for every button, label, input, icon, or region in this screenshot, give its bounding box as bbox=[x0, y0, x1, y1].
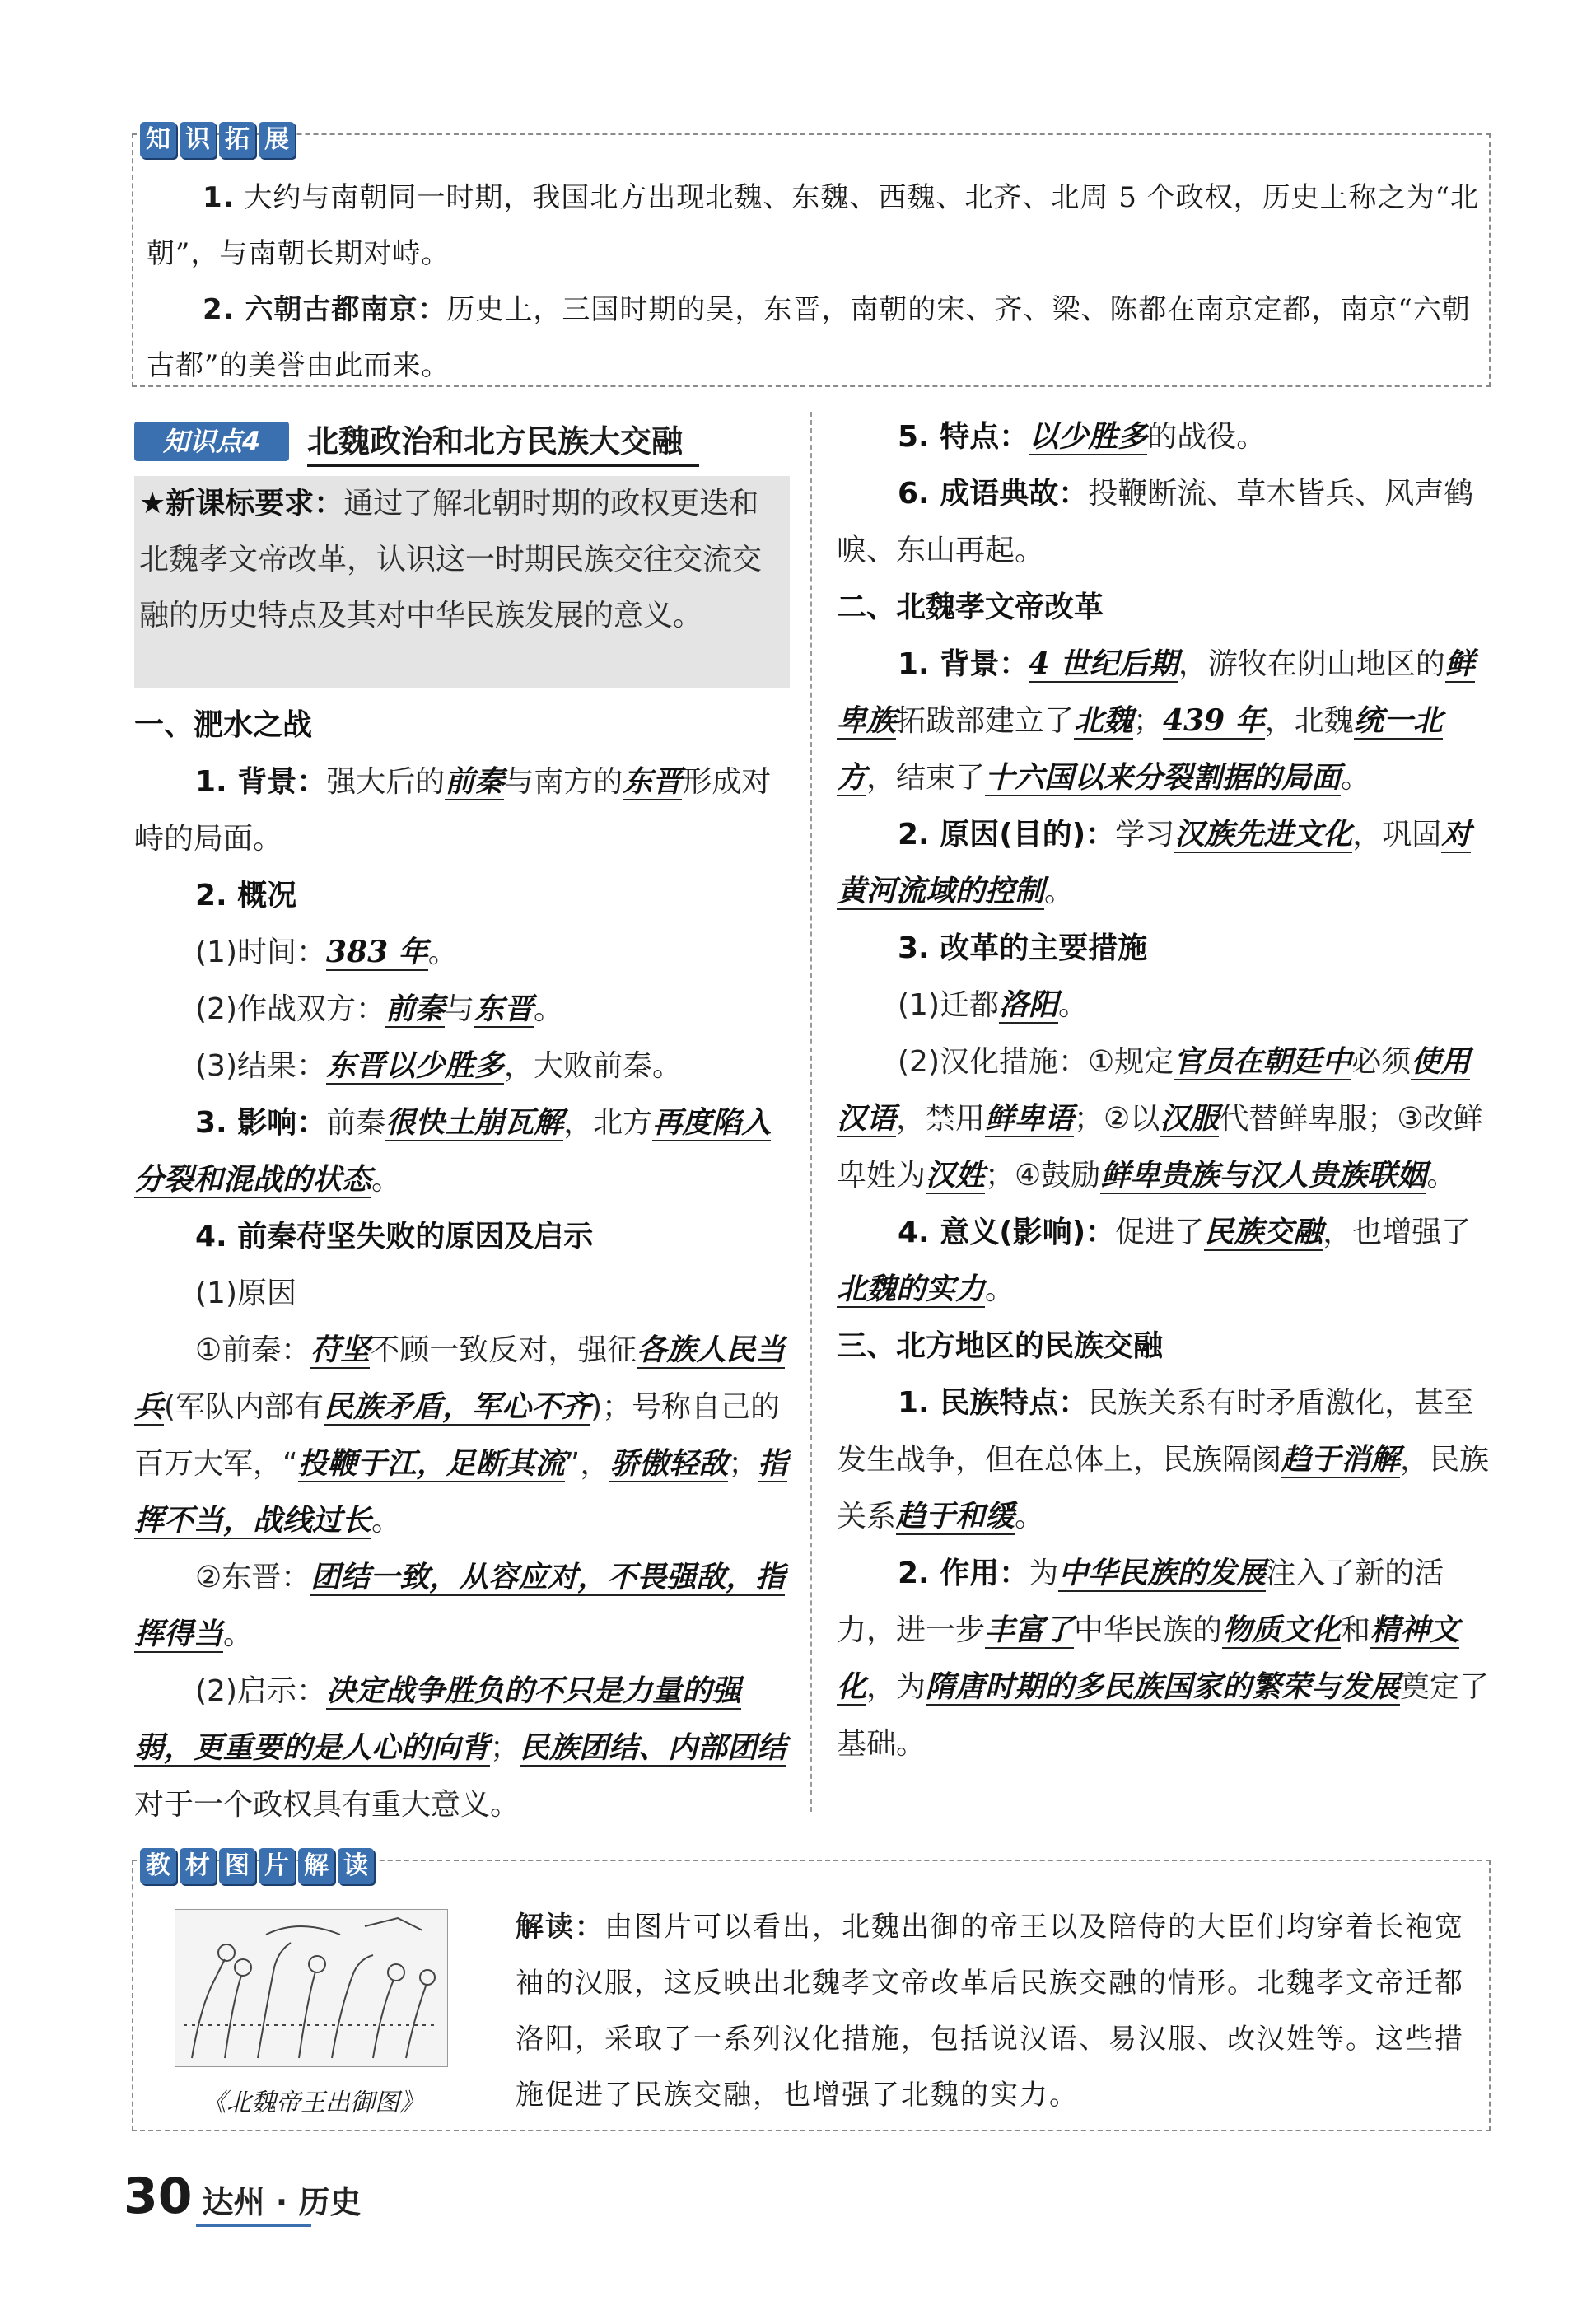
tag-char: 解 bbox=[298, 1848, 334, 1884]
time: (1)时间：383 年。 bbox=[195, 935, 458, 969]
picture-interpretation: 解读：由图片可以看出，北魏出御的帝王以及陪侍的大臣们均穿着长袍宽袖的汉服，这反映出北魏孝文帝改革后民族交融的情形。北魏孝文帝迁都洛阳，采取了一系列汉化措施，包括说汉语、易汉服、改汉姓等。这些措施促进了民族交融，也增强了北魏的实力。 bbox=[516, 1911, 1464, 2112]
measure-sinicization: (2)汉化措施：①规定官员在朝廷中必须使用汉语，禁用鲜卑语；②以汉服代替鲜卑服；③改鲜卑姓为汉姓；④鼓励鲜卑贵族与汉人贵族联姻。 bbox=[837, 1044, 1483, 1193]
battle-feature: 5. 特点：以少胜多的战役。 bbox=[898, 419, 1267, 454]
book-label: 达州 · 历史 bbox=[202, 2184, 362, 2220]
heading-fusion: 三、北方地区的民族交融 bbox=[837, 1329, 1164, 1363]
tag-char: 教 bbox=[140, 1848, 176, 1884]
right-column bbox=[837, 408, 1496, 1772]
fusion-role: 2. 作用：为中华民族的发展注入了新的活力，进一步丰富了中华民族的物质文化和精神文化，为隋唐时期的多民族国家的繁荣与发展奠定了基础。 bbox=[837, 1556, 1490, 1761]
extension-item-1: 1. 大约与南朝同一时期，我国北方出现北魏、东魏、西魏、北齐、北周 5 个政权，历史上称之为“北朝”，与南朝长期对峙。 bbox=[147, 181, 1480, 270]
figure-caption: 《北魏帝王出御图》 bbox=[202, 2089, 424, 2117]
section-title: 北魏政治和北方民族大交融 bbox=[307, 418, 699, 467]
procession-illustration-drawing bbox=[175, 1910, 447, 2066]
tag-char: 拓 bbox=[219, 122, 255, 158]
sides: (2)作战双方：前秦与东晋。 bbox=[195, 992, 564, 1026]
reform-background: 1. 背景：4 世纪后期，游牧在阴山地区的鲜卑族拓跋部建立了北魏；439 年，北魏统一北方，结束了十六国以来分裂割据的局面。 bbox=[837, 646, 1475, 795]
reform-reason: 2. 原因(目的)：学习汉族先进文化，巩固对黄河流域的控制。 bbox=[837, 817, 1472, 908]
measures-heading: 3. 改革的主要措施 bbox=[898, 931, 1148, 965]
heading-feishui: 一、淝水之战 bbox=[134, 708, 313, 742]
measure-capital: (1)迁都洛阳。 bbox=[898, 987, 1089, 1022]
tag-char: 图 bbox=[219, 1848, 255, 1884]
heading-reform: 二、北魏孝文帝改革 bbox=[837, 590, 1104, 624]
idioms: 6. 成语典故：投鞭断流、草木皆兵、风声鹤唳、东山再起。 bbox=[837, 477, 1474, 567]
ethnic-feature: 1. 民族特点：民族关系有时矛盾激化，甚至发生战争，但在总体上，民族隔阂趋于消解，民族关系趋于和缓。 bbox=[837, 1386, 1490, 1533]
tag-char: 片 bbox=[259, 1848, 295, 1884]
tag-char: 材 bbox=[180, 1848, 216, 1884]
tag-char: 识 bbox=[180, 122, 216, 158]
curriculum-requirement: ★新课标要求：通过了解北朝时期的政权更迭和北魏孝文帝改革，认识这一时期民族交往交流交融的历史特点及其对中华民族发展的意义。 bbox=[134, 476, 790, 688]
tag-char: 知 bbox=[140, 122, 176, 158]
picture-reading-tag bbox=[140, 1848, 374, 1884]
section-header bbox=[134, 418, 785, 466]
reform-meaning: 4. 意义(影响)：促进了民族交融，也增强了北魏的实力。 bbox=[837, 1215, 1472, 1306]
inspiration: (2)启示：决定战争胜负的不只是力量的强弱，更重要的是人心的向背；民族团结、内部团结对于一个政权具有重大意义。 bbox=[134, 1673, 787, 1822]
knowledge-extension-tag bbox=[140, 122, 295, 158]
knowledge-extension-text bbox=[147, 170, 1481, 394]
tag-char: 展 bbox=[259, 122, 295, 158]
overview-heading: 2. 概况 bbox=[195, 879, 297, 912]
knowledge-point-badge: 知识点4 bbox=[134, 422, 289, 461]
footer-underline bbox=[196, 2224, 311, 2227]
procession-illustration bbox=[175, 1909, 448, 2067]
page-number: 30 bbox=[124, 2168, 193, 2225]
failure-heading: 4. 前秦苻坚失败的原因及启示 bbox=[195, 1220, 594, 1253]
result: (3)结果：东晋以少胜多，大败前秦。 bbox=[195, 1048, 683, 1083]
left-column bbox=[134, 697, 793, 1833]
cause-jin: ②东晋：团结一致，从容应对，不畏强敌，指挥得当。 bbox=[134, 1560, 786, 1651]
tag-char: 读 bbox=[338, 1848, 374, 1884]
page-footer bbox=[124, 2168, 361, 2225]
effect: 3. 影响：前秦很快土崩瓦解，北方再度陷入分裂和混战的状态。 bbox=[134, 1105, 772, 1197]
cause-heading: (1)原因 bbox=[195, 1277, 296, 1310]
background: 1. 背景：强大后的前秦与南方的东晋形成对峙的局面。 bbox=[134, 764, 772, 856]
column-divider bbox=[810, 412, 812, 1812]
cause-qin: ①前秦：苻坚不顾一致反对，强征各族人民当兵(军队内部有民族矛盾，军心不齐)；号称自己的百万大军，“投鞭于江，足断其流”，骄傲轻敌；指挥不当，战线过长。 bbox=[134, 1333, 788, 1538]
extension-item-2: 2. 六朝古都南京：历史上，三国时期的吴，东晋，南朝的宋、齐、梁、陈都在南京定都，南京“六朝古都”的美誉由此而来。 bbox=[147, 293, 1471, 382]
